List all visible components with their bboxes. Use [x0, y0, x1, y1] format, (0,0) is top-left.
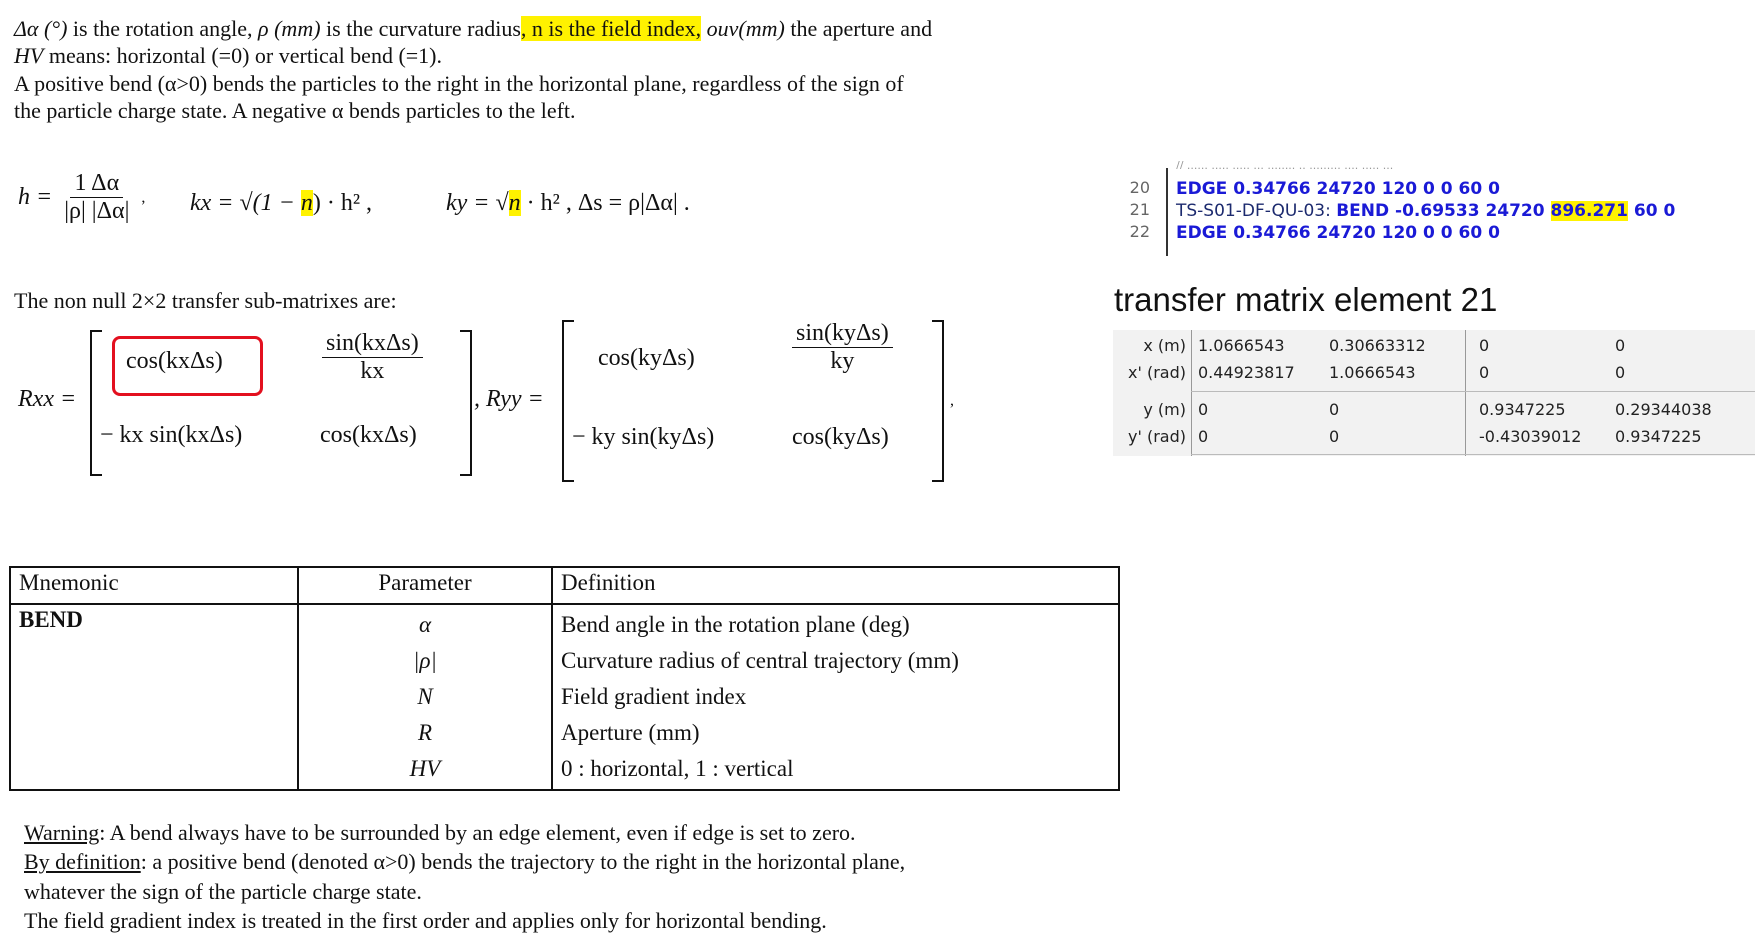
matrix-cell: 1.0666543 [1329, 363, 1416, 382]
intro-text: is the curvature radius [320, 16, 521, 41]
matrix-cell: 0.9347225 [1615, 427, 1702, 446]
rxx-left-bracket [90, 330, 102, 476]
line-number: 21 [1129, 200, 1150, 219]
kx-rest: ) · h² , [312, 190, 373, 216]
formula-ky [446, 190, 690, 217]
highlighted-field-index: , n is the field index, [520, 16, 702, 41]
formula-h: h = $\frac{1 \Delta\alpha}{|\rho| |\Delta\alpha|}$ , [18, 170, 146, 224]
field-gradient-note: The field gradient index is treated in the first order and applies only for horizontal bending. [24, 908, 827, 933]
h-fraction [60, 170, 133, 225]
warning-text: : A bend always have to be surrounded by an edge element, even if edge is set to zero. [99, 820, 856, 845]
ryy-a12-den: ky [830, 348, 855, 374]
code-highlight-value: 896.271 [1550, 201, 1628, 221]
intro-text: means: horizontal (=0) or vertical bend (=1). [43, 43, 443, 68]
matrix-cell: 0.44923817 [1198, 363, 1295, 382]
code-line-22: EDGE 0.34766 24720 120 0 0 60 0 [1176, 223, 1500, 243]
h-denominator: |ρ| |Δα| [64, 198, 130, 224]
formula-kx [190, 190, 372, 217]
rxx-a12-num: sin(kxΔs) [322, 330, 423, 358]
ky-n-highlight: n [508, 190, 521, 216]
param-hv: HV [409, 756, 441, 781]
transfer-matrix-title: transfer matrix element 21 [1114, 281, 1498, 318]
definition-note-cont: whatever the sign of the particle charge state. [24, 879, 422, 904]
bydef-text: : a positive bend (denoted α>0) bends the trajectory to the right in the horizontal plane, [140, 849, 906, 874]
matrix-cell: 1.0666543 [1198, 336, 1285, 355]
header-mnemonic: Mnemonic [10, 567, 298, 604]
ryy-label: , Ryy = [474, 386, 544, 412]
hv-symbol: HV [14, 43, 44, 68]
ryy-a12-num: sin(kyΔs) [792, 320, 893, 348]
matrix-cell: 0 [1479, 336, 1490, 355]
code-gutter-line [1166, 168, 1168, 256]
intro-line-3: A positive bend (α>0) bends the particles to the right in the horizontal plane, regardless of the sign of [14, 71, 904, 96]
rxx-a21: − kx sin(kxΔs) [100, 422, 243, 448]
ryy-a21: − ky sin(kyΔs) [572, 424, 715, 450]
rxx-a12 [322, 330, 423, 385]
header-parameter: Parameter [298, 567, 552, 604]
ky-label: ky = √ [446, 190, 509, 216]
ryy-a11: cos(kyΔs) [598, 345, 695, 371]
header-definition: Definition [552, 567, 1119, 604]
table-row [10, 604, 1119, 790]
kx-n-highlight: n [300, 190, 313, 216]
intro-text: the aperture and [784, 16, 933, 41]
row-label: y' (rad) [1128, 427, 1186, 446]
h-numerator: 1 Δα [70, 170, 123, 198]
mnemonic-bend: BEND [10, 604, 298, 790]
rxx-a11: cos(kxΔs) [126, 348, 223, 374]
param-r: R [417, 720, 433, 745]
code-line-20: EDGE 0.34766 24720 120 0 0 60 0 [1176, 179, 1500, 199]
def-alpha: Bend angle in the rotation plane (deg) [561, 612, 910, 637]
code-line-21 [1176, 200, 1675, 222]
def-rho: Curvature radius of central trajectory (mm) [561, 648, 959, 673]
submatrix-intro: The non null 2×2 transfer sub-matrixes are: [14, 288, 397, 313]
intro-line-2 [14, 41, 442, 70]
transfer-matrix-grid [1113, 330, 1755, 456]
line-number: 22 [1129, 222, 1150, 241]
param-alpha: α [418, 612, 432, 637]
code-tail: 60 0 [1627, 201, 1676, 221]
matrix-cell: 0 [1329, 427, 1340, 446]
warning-label: Warning [24, 820, 100, 845]
intro-text: is the rotation angle, [67, 16, 259, 41]
def-hv: 0 : horizontal, 1 : vertical [561, 756, 794, 781]
rxx-label: Rxx = [18, 386, 77, 412]
ouv-symbol: ouv(mm) [701, 16, 785, 41]
grid-divider [1465, 330, 1466, 456]
grid-divider [1191, 454, 1755, 455]
table-header-row [10, 567, 1119, 604]
ryy-a12 [792, 320, 893, 375]
matrix-cell: 0 [1329, 400, 1340, 419]
matrix-cell: 0 [1479, 363, 1490, 382]
matrix-cell: 0 [1615, 363, 1626, 382]
mnemonic-table [9, 566, 1120, 791]
ryy-trail: , [950, 392, 954, 409]
row-label: x (m) [1143, 336, 1186, 355]
ryy-a22: cos(kyΔs) [792, 424, 889, 450]
matrix-cell: 0 [1198, 400, 1209, 419]
grid-divider [1191, 330, 1192, 456]
kx-label: kx = √(1 − [190, 190, 301, 216]
definition-note [24, 847, 905, 877]
faded-code-line: // ...... ..... ..... ... ........ .. ......... .... ..... ... [1176, 160, 1394, 169]
matrix-cell: 0.29344038 [1615, 400, 1712, 419]
def-r: Aperture (mm) [561, 720, 700, 745]
matrix-cell: 0 [1198, 427, 1209, 446]
def-n: Field gradient index [561, 684, 747, 709]
ky-rest: · h² , Δs = ρ|Δα| . [520, 190, 690, 216]
intro-line-4: the particle charge state. A negative α bends particles to the left. [14, 98, 576, 123]
grid-divider [1191, 391, 1755, 392]
rxx-a12-den: kx [360, 358, 385, 384]
bydef-label: By definition [24, 849, 141, 874]
code-prefix: TS-S01-DF-QU-03: [1176, 201, 1337, 221]
h-label: h = [18, 184, 53, 210]
ryy-left-bracket [562, 320, 574, 482]
line-number: 20 [1129, 178, 1150, 197]
param-rho: |ρ| [413, 648, 437, 673]
matrix-cell: 0 [1615, 336, 1626, 355]
parameter-list [298, 604, 552, 790]
matrix-cell: 0.9347225 [1479, 400, 1566, 419]
matrix-cell: 0.30663312 [1329, 336, 1426, 355]
ryy-right-bracket [932, 320, 944, 482]
code-panel [1110, 160, 1710, 260]
matrix-cell: -0.43039012 [1479, 427, 1582, 446]
rxx-right-bracket [460, 330, 472, 476]
delta-alpha-symbol: Δα (°) [14, 16, 68, 41]
row-label: x' (rad) [1128, 363, 1186, 382]
code-cmd: BEND -0.69533 24720 [1336, 201, 1551, 221]
param-n: N [417, 684, 433, 709]
rho-symbol: ρ (mm) [258, 16, 321, 41]
row-label: y (m) [1143, 400, 1186, 419]
rxx-a22: cos(kxΔs) [320, 422, 417, 448]
intro-line-1 [14, 14, 932, 43]
definition-list [552, 604, 1119, 790]
warning-note [24, 818, 856, 848]
